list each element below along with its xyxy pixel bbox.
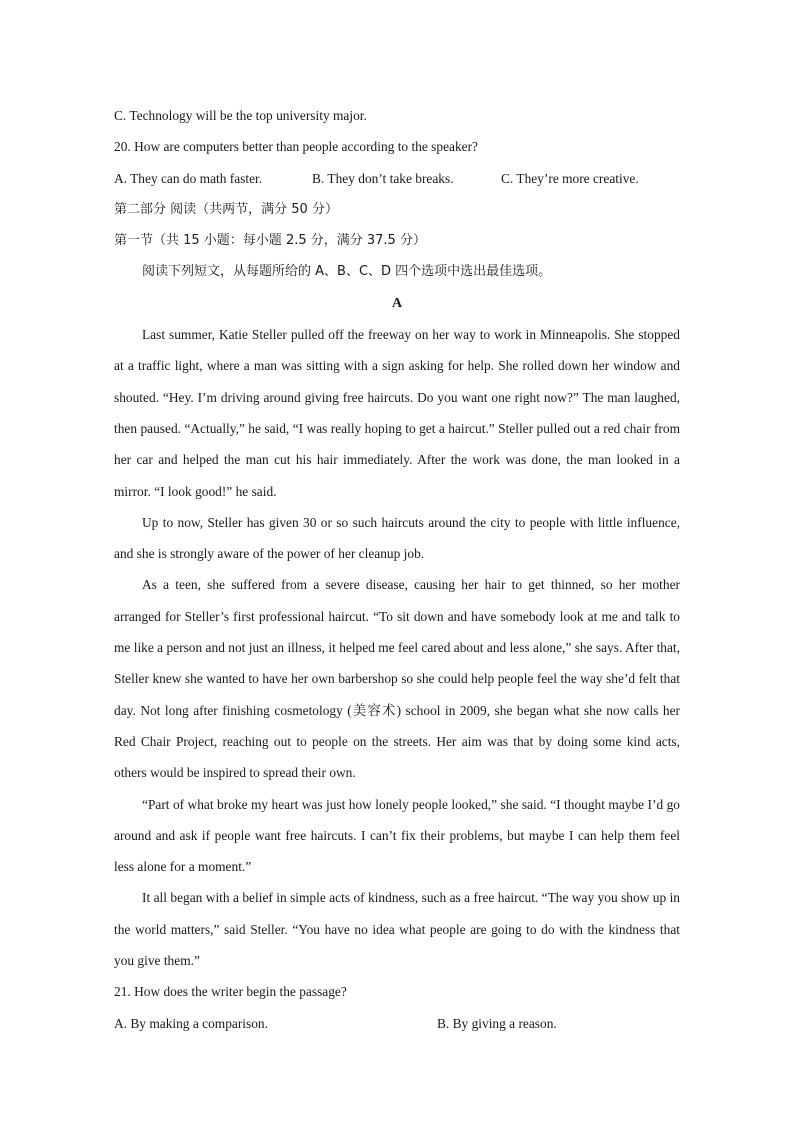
passage-paragraph-3: As a teen, she suffered from a severe disease, causing her hair to get thinned, so her mother arranged for Steller’s first professional haircut. “To sit down and have somebody look at me and talk to me like a person and not just an illness, it helped me feel cared about and less alone,” she says. After that, Steller knew she wanted to have her own barbershop so she could help people feel the way she’d felt that day. Not long after finishing cosmetology (美容术) school in 2009, she began what she now calls her Red Chair Project, reaching out to people on the streets. Her aim was that by doing some kind acts, others would be inspired to spread their own. <box>114 577 680 781</box>
passage-label: A <box>391 295 403 311</box>
reading-instruction: 阅读下列短文，从每题所给的 A、B、C、D 四个选项中选出最佳选项。 <box>142 264 552 280</box>
q20-option-a: A. They can do math faster. <box>114 170 263 186</box>
q19-option-c: C. Technology will be the top university major. <box>114 108 367 123</box>
passage-paragraph-4: “Part of what broke my heart was just how lonely people looked,” she said. “I thought maybe I’d go around and ask if people want free haircuts. I can’t fix their problems, but maybe I can help them feel less alone for a moment.” <box>114 796 680 875</box>
passage-paragraph-2: Up to now, Steller has given 30 or so such haircuts around the city to people with little influence, and she is strongly aware of the power of her cleanup job. <box>114 514 680 562</box>
q20-option-b: B. They don’t take breaks. <box>312 170 454 186</box>
q21-options <box>114 1008 680 1039</box>
passage-body <box>114 319 680 976</box>
exam-page <box>114 100 680 1039</box>
section1-heading: 第一节（共 15 小题：每小题 2.5 分，满分 37.5 分） <box>114 233 426 249</box>
q20-options <box>114 163 680 194</box>
q20-stem: 20. How are computers better than people according to the speaker? <box>114 139 479 155</box>
q21-option-b: B. By giving a reason. <box>437 1015 557 1031</box>
part2-heading: 第二部分 阅读（共两节，满分 50 分） <box>114 201 338 217</box>
q21-option-a: A. By making a comparison. <box>114 1015 268 1031</box>
q21-stem: 21. How does the writer begin the passage? <box>114 984 347 1000</box>
passage-paragraph-1: Last summer, Katie Steller pulled off the freeway on her way to work in Minneapolis. She stopped at a traffic light, where a man was sitting with a sign asking for help. She rolled down her window and shouted. “Hey. I’m driving around giving free haircuts. Do you want one right now?” The man laughed, then paused. “Actually,” he said, “I was really hoping to get a haircut.” Steller pulled out a red chair from her car and helped the man cut his hair immediately. After the work was done, the man looked in a mirror. “I look good!” he said. <box>114 327 680 499</box>
q20-option-c: C. They’re more creative. <box>501 170 639 186</box>
passage-paragraph-5: It all began with a belief in simple acts of kindness, such as a free haircut. “The way you show up in the world matters,” said Steller. “You have no idea what people are going to do with the kindness that you give them.” <box>114 890 680 969</box>
